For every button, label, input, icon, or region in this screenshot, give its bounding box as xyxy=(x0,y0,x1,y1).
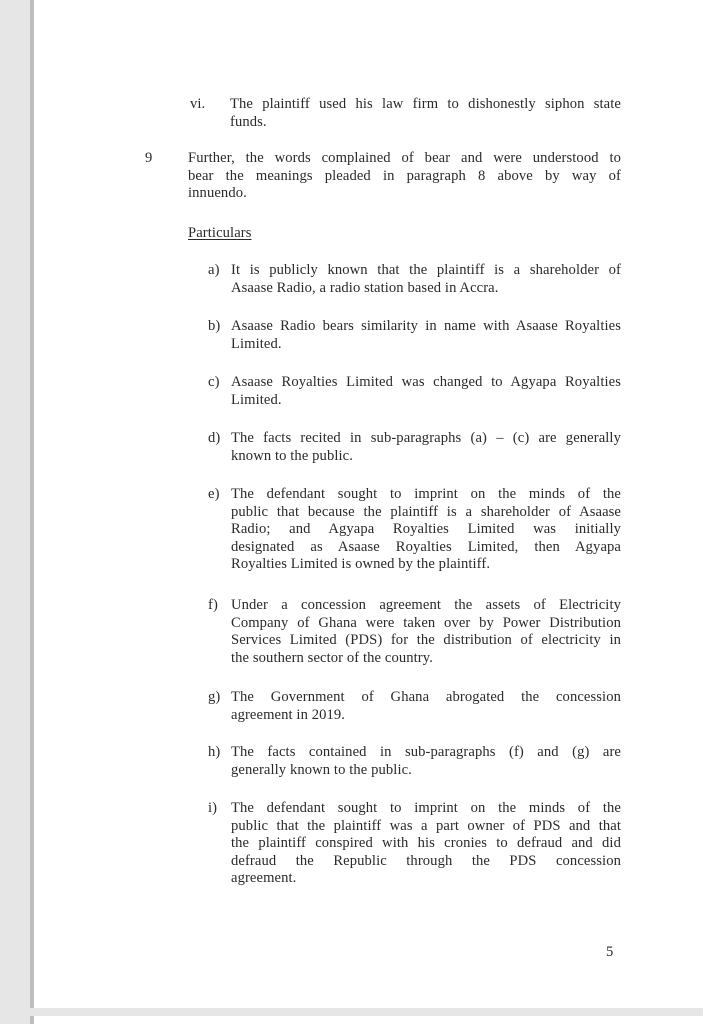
item-i-text xyxy=(231,800,621,888)
item-marker: h) xyxy=(208,744,221,760)
text-line: public that the plaintiff was a part owner of PDS and that xyxy=(231,817,621,834)
text-line: Under a concession agreement the assets of Electricity xyxy=(231,597,621,613)
page-number: 5 xyxy=(606,944,614,960)
document-page xyxy=(30,0,703,1008)
text-line: known to the public. xyxy=(231,447,353,464)
item-marker: i) xyxy=(208,800,218,816)
text-line: The defendant sought to imprint on the minds of the xyxy=(231,800,621,816)
item-vi-text xyxy=(230,96,621,131)
text-line: It is publicly known that the plaintiff is a shareholder of xyxy=(231,262,621,278)
item-b-text xyxy=(231,318,621,353)
text-line: agreement in 2019. xyxy=(231,706,346,723)
item-g-text xyxy=(231,689,621,724)
paragraph-number: 9 xyxy=(145,150,153,166)
next-page-edge xyxy=(30,1016,703,1024)
item-c-text xyxy=(231,374,621,409)
text-line: Asaase Radio bears similarity in name with Asaase Royalties xyxy=(231,318,621,334)
item-marker: f) xyxy=(208,597,218,613)
text-line: public that because the plaintiff is a shareholder of Asaase xyxy=(231,503,621,520)
particulars-heading: Particulars xyxy=(188,225,252,241)
text-line: Asaase Radio, a radio station based in Accra. xyxy=(231,279,499,296)
item-d-text xyxy=(231,430,621,465)
text-line: The plaintiff used his law firm to dishonestly siphon state xyxy=(230,96,621,112)
item-h-text xyxy=(231,744,621,779)
item-vi-marker: vi. xyxy=(190,96,206,112)
text-line: Company of Ghana were taken over by Power Distribution xyxy=(231,614,621,631)
text-line: agreement. xyxy=(231,870,297,886)
text-line: The facts recited in sub-paragraphs (a) – (c) are generally xyxy=(231,430,621,446)
text-line: the plaintiff conspired with his cronies to defraud and did xyxy=(231,835,621,851)
text-line: the southern sector of the country. xyxy=(231,649,433,666)
text-line: Further, the words complained of bear and were understood to xyxy=(188,150,621,166)
text-line: The defendant sought to imprint on the minds of the xyxy=(231,486,621,502)
text-line: Limited. xyxy=(231,391,282,408)
text-line: Services Limited (PDS) for the distribution of electricity in xyxy=(231,632,621,648)
item-marker: c) xyxy=(208,374,220,390)
item-marker: g) xyxy=(208,689,221,705)
text-line: Limited. xyxy=(231,335,282,352)
item-e-text xyxy=(231,486,621,574)
item-marker: a) xyxy=(208,262,220,278)
text-line: defraud the Republic through the PDS concession xyxy=(231,852,621,869)
text-line: Radio; and Agyapa Royalties Limited was initially xyxy=(231,521,621,537)
item-marker: d) xyxy=(208,430,221,446)
text-line: bear the meanings pleaded in paragraph 8 above by way of xyxy=(188,167,621,184)
text-line: The Government of Ghana abrogated the concession xyxy=(231,689,621,705)
text-line: innuendo. xyxy=(188,185,247,201)
text-line: Royalties Limited is owned by the plaintiff. xyxy=(231,556,491,572)
item-a-text xyxy=(231,262,621,297)
text-line: The facts contained in sub-paragraphs (f) and (g) are xyxy=(231,744,621,760)
item-marker: e) xyxy=(208,486,220,502)
item-f-text xyxy=(231,597,621,667)
text-line: Asaase Royalties Limited was changed to Agyapa Royalties xyxy=(231,374,621,390)
text-line: designated as Asaase Royalties Limited, then Agyapa xyxy=(231,538,621,555)
text-line: funds. xyxy=(230,113,267,130)
paragraph-9-text xyxy=(188,150,621,203)
text-line: generally known to the public. xyxy=(231,761,412,778)
item-marker: b) xyxy=(208,318,221,334)
